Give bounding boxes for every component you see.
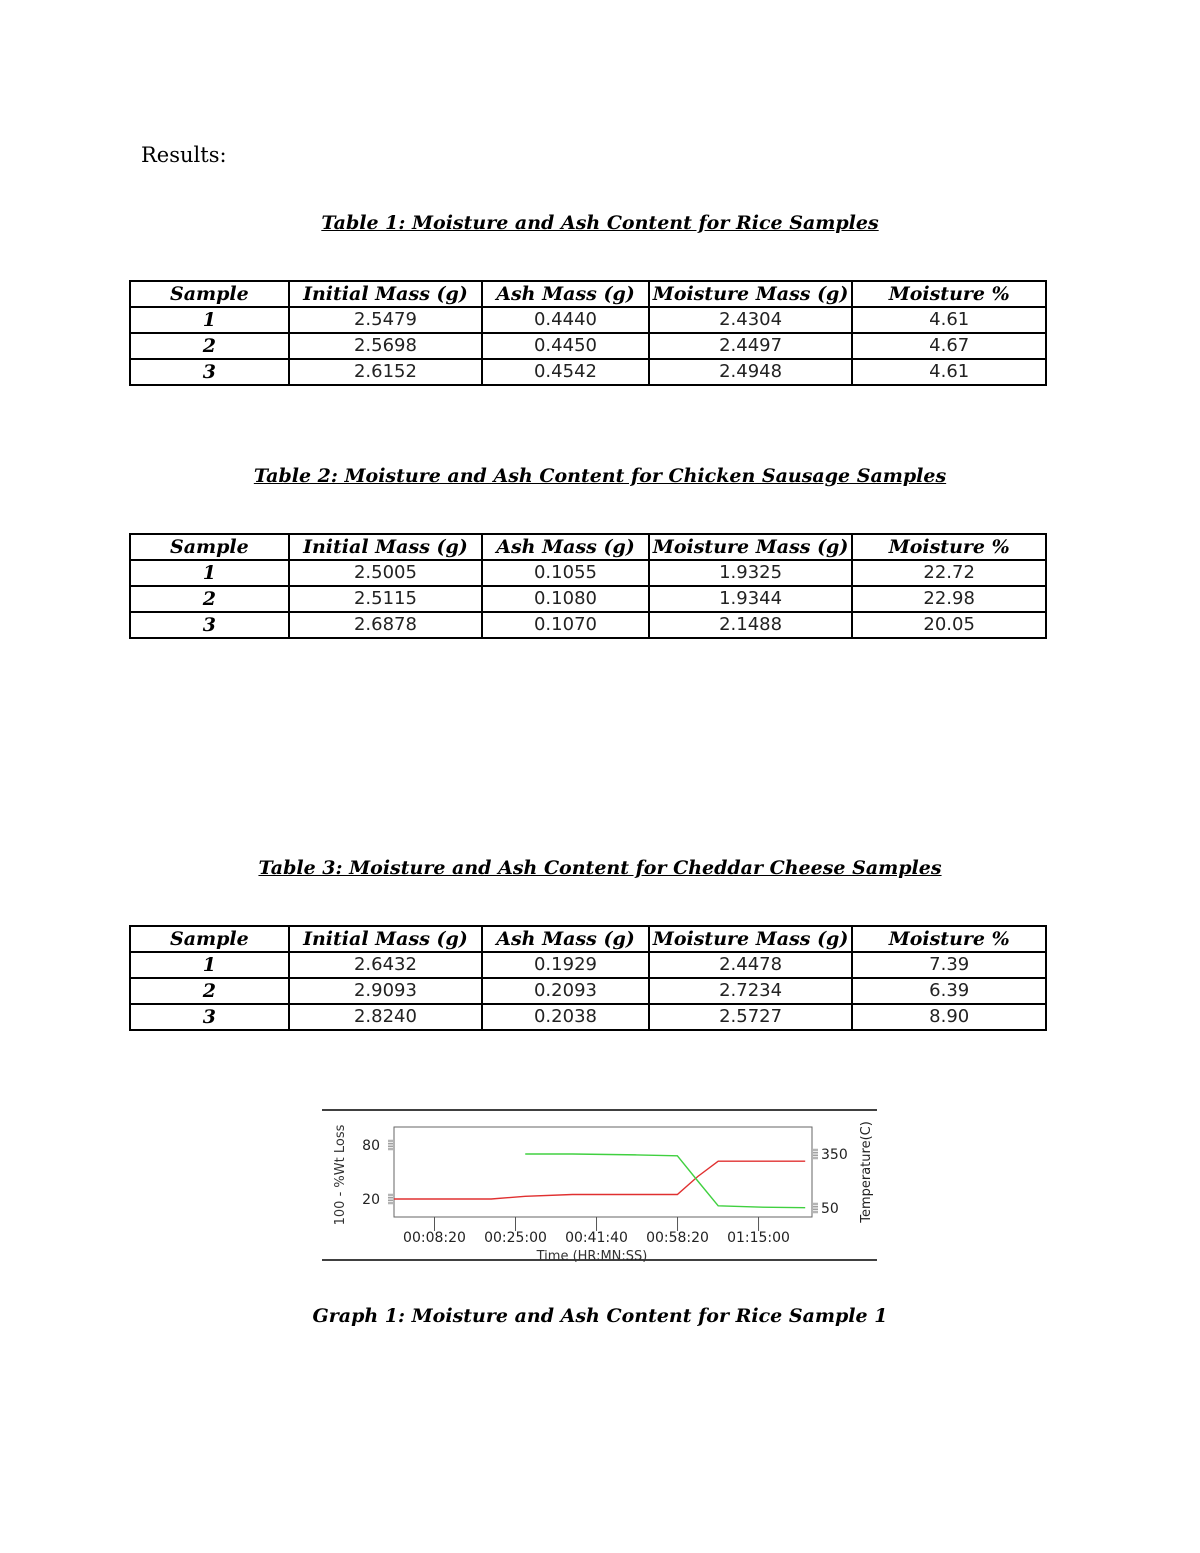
cell-moisture-mass: 2.5727 bbox=[649, 1004, 853, 1030]
table-3-caption: Table 3: Moisture and Ash Content for Cheddar Cheese Samples bbox=[258, 857, 942, 879]
table-row bbox=[130, 307, 1046, 333]
column-header-moisture-mass: Moisture Mass (g) bbox=[649, 534, 853, 560]
cell-moisture-percent: 22.72 bbox=[852, 560, 1046, 586]
cell-sample: 1 bbox=[130, 560, 289, 586]
column-header-ash-mass: Ash Mass (g) bbox=[482, 534, 649, 560]
x-tick-label: 01:15:00 bbox=[727, 1230, 790, 1246]
table-row bbox=[130, 978, 1046, 1004]
cell-initial-mass: 2.5115 bbox=[289, 586, 483, 612]
cell-moisture-percent: 4.61 bbox=[852, 359, 1046, 385]
x-tick-label: 00:41:40 bbox=[565, 1230, 628, 1246]
cell-initial-mass: 2.8240 bbox=[289, 1004, 483, 1030]
cell-sample: 2 bbox=[130, 586, 289, 612]
y-axis-label: 100 - %Wt Loss bbox=[333, 1124, 348, 1226]
column-header-sample: Sample bbox=[130, 926, 289, 952]
tga-chart-svg bbox=[322, 1108, 877, 1263]
cell-sample: 1 bbox=[130, 307, 289, 333]
cell-initial-mass: 2.5698 bbox=[289, 333, 483, 359]
cell-ash-mass: 0.4542 bbox=[482, 359, 649, 385]
cell-ash-mass: 0.2093 bbox=[482, 978, 649, 1004]
plot-area-frame bbox=[394, 1127, 812, 1217]
cell-initial-mass: 2.9093 bbox=[289, 978, 483, 1004]
table-header-row bbox=[130, 926, 1046, 952]
column-header-ash-mass: Ash Mass (g) bbox=[482, 926, 649, 952]
cell-moisture-percent: 22.98 bbox=[852, 586, 1046, 612]
cell-sample: 1 bbox=[130, 952, 289, 978]
y-tick-label: 80 bbox=[362, 1138, 380, 1154]
table-row bbox=[130, 359, 1046, 385]
cell-ash-mass: 0.1070 bbox=[482, 612, 649, 638]
cell-ash-mass: 0.2038 bbox=[482, 1004, 649, 1030]
cell-sample: 2 bbox=[130, 978, 289, 1004]
column-header-moisture-mass: Moisture Mass (g) bbox=[649, 926, 853, 952]
cell-moisture-percent: 4.61 bbox=[852, 307, 1046, 333]
table-row bbox=[130, 333, 1046, 359]
column-header-moisture-percent: Moisture % bbox=[852, 281, 1046, 307]
x-axis-label: Time (HR:MN:SS) bbox=[536, 1249, 648, 1263]
cell-initial-mass: 2.5005 bbox=[289, 560, 483, 586]
cell-ash-mass: 0.1080 bbox=[482, 586, 649, 612]
tga-chart bbox=[322, 1108, 877, 1263]
cell-moisture-mass: 2.1488 bbox=[649, 612, 853, 638]
results-heading: Results: bbox=[141, 143, 227, 167]
table-1-caption: Table 1: Moisture and Ash Content for Rice Samples bbox=[321, 212, 879, 234]
cell-initial-mass: 2.6432 bbox=[289, 952, 483, 978]
table-row bbox=[130, 586, 1046, 612]
cell-moisture-mass: 2.4497 bbox=[649, 333, 853, 359]
cell-initial-mass: 2.6878 bbox=[289, 612, 483, 638]
cell-initial-mass: 2.5479 bbox=[289, 307, 483, 333]
column-header-sample: Sample bbox=[130, 534, 289, 560]
table-header-row bbox=[130, 534, 1046, 560]
table-2-caption: Table 2: Moisture and Ash Content for Chicken Sausage Samples bbox=[253, 465, 947, 487]
cell-ash-mass: 0.1055 bbox=[482, 560, 649, 586]
cell-sample: 3 bbox=[130, 612, 289, 638]
table-row bbox=[130, 1004, 1046, 1030]
cell-moisture-mass: 1.9344 bbox=[649, 586, 853, 612]
column-header-moisture-percent: Moisture % bbox=[852, 534, 1046, 560]
chart-series bbox=[394, 1154, 805, 1208]
cell-moisture-percent: 7.39 bbox=[852, 952, 1046, 978]
table-row bbox=[130, 560, 1046, 586]
cell-moisture-percent: 8.90 bbox=[852, 1004, 1046, 1030]
cell-moisture-mass: 2.4948 bbox=[649, 359, 853, 385]
cell-initial-mass: 2.6152 bbox=[289, 359, 483, 385]
cell-ash-mass: 0.4450 bbox=[482, 333, 649, 359]
cell-moisture-mass: 1.9325 bbox=[649, 560, 853, 586]
cell-sample: 2 bbox=[130, 333, 289, 359]
graph-caption: Graph 1: Moisture and Ash Content for Rice Sample 1 bbox=[312, 1305, 888, 1327]
x-tick-label: 00:25:00 bbox=[484, 1230, 547, 1246]
cell-ash-mass: 0.1929 bbox=[482, 952, 649, 978]
cell-moisture-mass: 2.4478 bbox=[649, 952, 853, 978]
y-tick-label: 20 bbox=[362, 1192, 380, 1208]
cell-sample: 3 bbox=[130, 1004, 289, 1030]
column-header-sample: Sample bbox=[130, 281, 289, 307]
cell-moisture-percent: 20.05 bbox=[852, 612, 1046, 638]
column-header-initial-mass: Initial Mass (g) bbox=[289, 534, 483, 560]
series-line-1 bbox=[394, 1161, 805, 1199]
table-3 bbox=[129, 925, 1047, 1031]
y2-axis-label: Temperature(C) bbox=[859, 1121, 874, 1223]
table-header-row bbox=[130, 281, 1046, 307]
x-tick-label: 00:08:20 bbox=[403, 1230, 466, 1246]
cell-ash-mass: 0.4440 bbox=[482, 307, 649, 333]
table-2 bbox=[129, 533, 1047, 639]
table-row bbox=[130, 612, 1046, 638]
y2-tick-label: 350 bbox=[821, 1147, 848, 1163]
cell-moisture-mass: 2.4304 bbox=[649, 307, 853, 333]
column-header-ash-mass: Ash Mass (g) bbox=[482, 281, 649, 307]
column-header-initial-mass: Initial Mass (g) bbox=[289, 926, 483, 952]
column-header-moisture-mass: Moisture Mass (g) bbox=[649, 281, 853, 307]
column-header-initial-mass: Initial Mass (g) bbox=[289, 281, 483, 307]
cell-moisture-percent: 4.67 bbox=[852, 333, 1046, 359]
cell-moisture-mass: 2.7234 bbox=[649, 978, 853, 1004]
x-tick-label: 00:58:20 bbox=[646, 1230, 709, 1246]
column-header-moisture-percent: Moisture % bbox=[852, 926, 1046, 952]
series-line-2 bbox=[525, 1154, 805, 1208]
cell-sample: 3 bbox=[130, 359, 289, 385]
cell-moisture-percent: 6.39 bbox=[852, 978, 1046, 1004]
table-row bbox=[130, 952, 1046, 978]
table-1 bbox=[129, 280, 1047, 386]
y2-tick-label: 50 bbox=[821, 1201, 839, 1217]
